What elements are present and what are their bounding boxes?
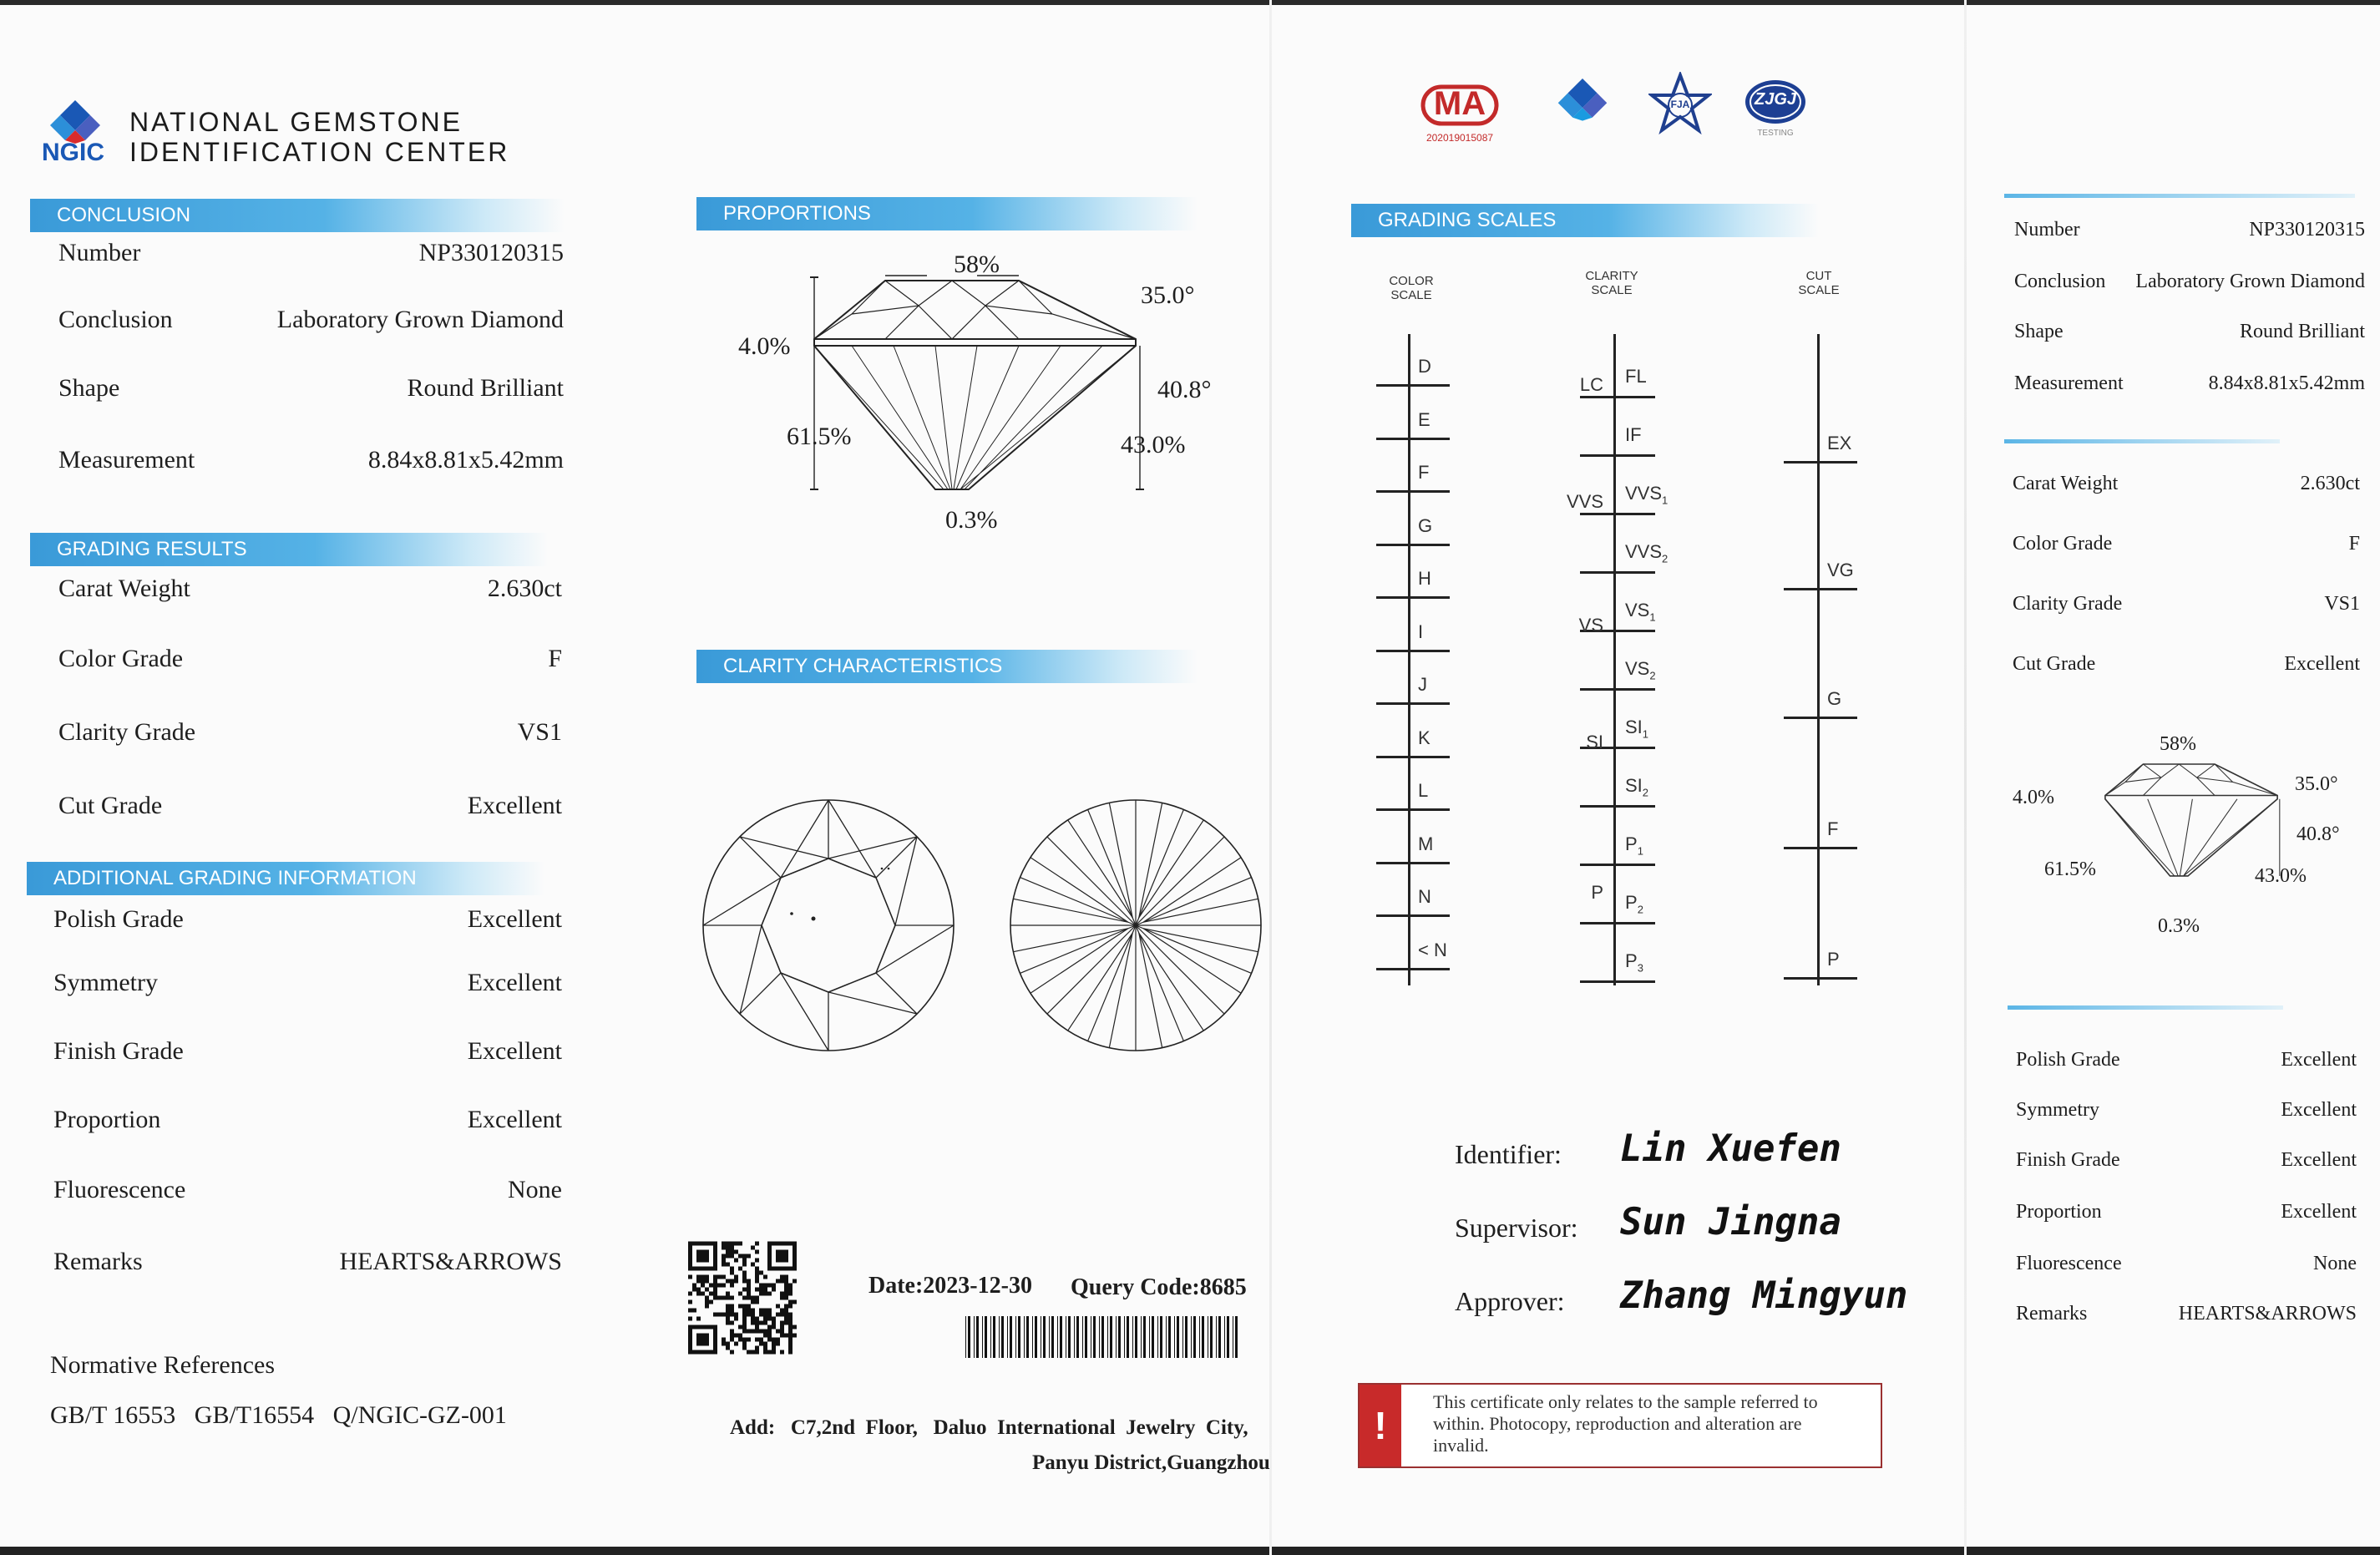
- field-label: Symmetry: [2016, 1099, 2099, 1121]
- field-label: Fluorescence: [2016, 1253, 2122, 1274]
- field-value: Excellent: [467, 969, 562, 996]
- right-crown-angle: 35.0°: [2295, 773, 2338, 795]
- scale-tick: [1580, 513, 1655, 515]
- address-line2: Panyu District,Guangzhou: [1032, 1451, 1270, 1474]
- signature-label: Supervisor:: [1455, 1213, 1578, 1243]
- clarity-scale-title: CLARITY SCALE: [1585, 269, 1638, 297]
- barcode: [965, 1316, 1246, 1360]
- normative-references-title: Normative References: [50, 1351, 276, 1379]
- cut-grade-label: P: [1827, 949, 1840, 970]
- total-depth: 61.5%: [787, 423, 852, 450]
- clarity-grade-label: IF: [1625, 424, 1642, 445]
- scale-tick: [1580, 805, 1655, 808]
- query-code: Query Code:8685: [1071, 1274, 1247, 1300]
- ngic-logo: [42, 99, 109, 167]
- scale-tick: [1580, 864, 1655, 866]
- scale-tick: [1376, 596, 1450, 599]
- grading-results-section-bar: GRADING RESULTS: [30, 533, 548, 566]
- field-label: Fluorescence: [53, 1176, 186, 1203]
- paper-top-edge: [0, 0, 2380, 5]
- field-value: HEARTS&ARROWS: [2178, 1303, 2357, 1325]
- right-table-percent: 58%: [2160, 733, 2196, 755]
- warning-icon: !: [1360, 1385, 1401, 1466]
- field-label: Carat Weight: [58, 575, 190, 602]
- field-value: None: [2313, 1253, 2357, 1274]
- field-value: Excellent: [2281, 1149, 2357, 1171]
- field-label: Shape: [58, 374, 120, 402]
- clarity-grade-label: $VS_2$: [1625, 658, 1656, 682]
- pavilion-view-plot: [1005, 795, 1266, 1056]
- color-scale-title: COLOR SCALE: [1389, 274, 1434, 302]
- field-value: NP330120315: [2249, 219, 2365, 241]
- field-value: Excellent: [2281, 1099, 2357, 1121]
- fja-text: FJA: [1670, 99, 1690, 110]
- certificate-date: Date:2023-12-30: [868, 1273, 1032, 1299]
- cut-grade-label: G: [1827, 688, 1842, 709]
- crown-view-plot: [698, 795, 959, 1056]
- cut-scale: [1784, 334, 1867, 994]
- field-value: 8.84x8.81x5.42mm: [367, 446, 564, 474]
- proportions-diagram: [735, 247, 1203, 548]
- right-pavilion-depth: 43.0%: [2255, 865, 2307, 887]
- field-value: F: [2348, 533, 2360, 555]
- scale-tick: [1376, 384, 1450, 387]
- clarity-grade-label: $P_1$: [1625, 833, 1643, 858]
- conclusion-section-bar: CONCLUSION: [30, 199, 565, 232]
- clarity-group-label: VVS: [1566, 491, 1603, 512]
- org-name-line1: NATIONAL GEMSTONE: [129, 107, 463, 137]
- signature-label: Approver:: [1455, 1286, 1565, 1316]
- field-value: NP330120315: [418, 239, 564, 266]
- field-value: 2.630ct: [2300, 473, 2360, 494]
- field-label: Clarity Grade: [58, 718, 196, 746]
- field-value: Round Brilliant: [2240, 321, 2365, 342]
- right-divider: [2004, 194, 2355, 198]
- cut-scale-axis: [1817, 334, 1820, 985]
- clarity-grade-label: $VS_1$: [1625, 600, 1656, 624]
- color-grade-label: H: [1418, 568, 1431, 589]
- field-value: Laboratory Grown Diamond: [2135, 271, 2365, 292]
- scale-tick: [1376, 756, 1450, 758]
- color-grade-label: K: [1418, 727, 1431, 748]
- field-label: Symmetry: [53, 969, 158, 996]
- field-label: Polish Grade: [2016, 1049, 2120, 1071]
- field-value: Excellent: [2284, 653, 2360, 675]
- pavilion-angle: 40.8°: [1157, 376, 1212, 403]
- color-grade-label: M: [1418, 833, 1434, 854]
- cut-grade-label: VG: [1827, 560, 1854, 580]
- field-label: Shape: [2014, 321, 2064, 342]
- cma-text: MA: [1433, 85, 1486, 122]
- scale-tick: [1376, 914, 1450, 917]
- normative-references-codes: GB/T 16553 GB/T16554 Q/NGIC-GZ-001: [50, 1401, 507, 1429]
- field-value: Excellent: [2281, 1201, 2357, 1223]
- cut-grade-label: F: [1827, 818, 1839, 839]
- grading-scales-section-bar: GRADING SCALES: [1351, 204, 1819, 237]
- field-value: HEARTS&ARROWS: [339, 1248, 562, 1275]
- field-label: Finish Grade: [53, 1037, 184, 1065]
- right-divider: [2008, 1005, 2283, 1010]
- scale-tick: [1376, 968, 1450, 970]
- field-value: Excellent: [467, 1037, 562, 1065]
- signature-label: Identifier:: [1455, 1139, 1562, 1169]
- color-grade-label: I: [1418, 620, 1424, 642]
- clarity-scale-axis: [1613, 334, 1616, 985]
- field-label: Finish Grade: [2016, 1149, 2120, 1171]
- color-grade-label: L: [1418, 780, 1429, 801]
- field-label: Remarks: [53, 1248, 143, 1275]
- color-grade-label: D: [1418, 356, 1431, 377]
- testing-text: TESTING: [1757, 129, 1794, 138]
- field-label: Conclusion: [58, 306, 173, 333]
- cut-scale-title: CUT SCALE: [1798, 269, 1840, 297]
- field-value: Excellent: [2281, 1049, 2357, 1071]
- right-pavilion-angle: 40.8°: [2296, 823, 2340, 845]
- color-grade-label: J: [1418, 674, 1427, 695]
- field-value: Laboratory Grown Diamond: [276, 306, 564, 333]
- field-label: Number: [58, 239, 141, 266]
- disclaimer-text: This certificate only relates to the sample referred to within. Photocopy, reproduction and alteration are invalid.: [1433, 1391, 1818, 1456]
- field-label: Measurement: [2014, 372, 2124, 394]
- clarity-group-label: LC: [1579, 374, 1603, 395]
- scale-tick: [1580, 396, 1655, 398]
- clarity-group-label: SI: [1586, 732, 1603, 752]
- scale-tick: [1376, 702, 1450, 705]
- scale-tick: [1376, 438, 1450, 440]
- right-total-depth: 61.5%: [2044, 859, 2096, 880]
- crown-height: 4.0%: [738, 332, 791, 360]
- cma-mark: [1418, 84, 1501, 150]
- scale-tick: [1580, 454, 1655, 457]
- field-value: VS1: [2324, 593, 2360, 615]
- scale-tick: [1376, 650, 1450, 652]
- paper-bottom-edge: [0, 1547, 2380, 1555]
- table-percent: 58%: [954, 251, 1000, 278]
- zjgj-mark: [1742, 77, 1809, 144]
- field-value: Excellent: [467, 1106, 562, 1133]
- culet: 0.3%: [945, 506, 998, 534]
- field-label: Polish Grade: [53, 905, 184, 933]
- clarity-grade-label: $P_2$: [1625, 892, 1643, 916]
- scale-tick: [1580, 688, 1655, 691]
- clarity-grade-label: $SI_2$: [1625, 775, 1649, 799]
- field-label: Cut Grade: [2013, 653, 2096, 675]
- right-culet: 0.3%: [2158, 915, 2200, 937]
- cut-grade-label: EX: [1827, 433, 1852, 453]
- clarity-group-label: VS: [1578, 615, 1603, 636]
- scale-tick: [1580, 571, 1655, 574]
- clarity-grade-label: FL: [1625, 366, 1647, 387]
- clarity-group-label: P: [1591, 882, 1603, 903]
- scale-tick: [1784, 588, 1857, 590]
- signature-name: Lin Xuefen: [1620, 1127, 1841, 1170]
- field-value: Excellent: [467, 792, 562, 819]
- field-value: Excellent: [467, 905, 562, 933]
- scale-tick: [1580, 922, 1655, 924]
- field-value: F: [548, 645, 562, 672]
- ngic-mark-icon: [1545, 77, 1620, 144]
- field-value: VS1: [517, 718, 562, 746]
- field-label: Measurement: [58, 446, 195, 474]
- color-grade-label: G: [1418, 514, 1433, 536]
- fja-mark: [1648, 72, 1712, 135]
- scale-tick: [1784, 977, 1857, 980]
- scale-tick: [1784, 461, 1857, 463]
- scale-tick: [1376, 808, 1450, 811]
- fold-line: [1269, 0, 1272, 1555]
- scale-tick: [1784, 717, 1857, 719]
- field-label: Carat Weight: [2013, 473, 2119, 494]
- field-value: 2.630ct: [487, 575, 562, 602]
- field-label: Conclusion: [2014, 271, 2106, 292]
- color-grade-label: F: [1418, 462, 1430, 483]
- field-label: Proportion: [2016, 1201, 2102, 1223]
- zjgj-text: ZJGJ: [1754, 90, 1797, 109]
- field-label: Cut Grade: [58, 792, 163, 819]
- clarity-characteristics-section-bar: CLARITY CHARACTERISTICS: [696, 650, 1198, 683]
- address-line1: Add: C7,2nd Floor, Daluo International Jewelry City,: [730, 1416, 1248, 1439]
- field-label: Proportion: [53, 1106, 161, 1133]
- field-label: Remarks: [2016, 1303, 2088, 1325]
- color-grade-label: < N: [1418, 939, 1447, 960]
- scale-tick: [1376, 862, 1450, 864]
- signature-name: Sun Jingna: [1620, 1201, 1841, 1243]
- clarity-grade-label: $VVS_2$: [1625, 541, 1669, 565]
- additional-info-section-bar: ADDITIONAL GRADING INFORMATION: [27, 862, 544, 895]
- field-value: 8.84x8.81x5.42mm: [2208, 372, 2365, 394]
- scale-tick: [1580, 980, 1655, 983]
- qr-code: [688, 1241, 797, 1355]
- scale-tick: [1376, 490, 1450, 493]
- clarity-scale: [1562, 334, 1669, 994]
- scale-tick: [1376, 544, 1450, 546]
- field-label: Clarity Grade: [2013, 593, 2123, 615]
- disclaimer-box: [1358, 1383, 1882, 1468]
- color-grade-label: E: [1418, 408, 1431, 430]
- org-name-line2: IDENTIFICATION CENTER: [129, 137, 510, 167]
- field-label: Color Grade: [2013, 533, 2113, 555]
- scale-tick: [1784, 847, 1857, 849]
- clarity-grade-label: $VVS_1$: [1625, 483, 1669, 507]
- crown-angle: 35.0°: [1141, 281, 1195, 309]
- proportions-section-bar: PROPORTIONS: [696, 197, 1198, 230]
- pavilion-depth: 43.0%: [1121, 431, 1186, 458]
- clarity-grade-label: $SI_1$: [1625, 717, 1649, 741]
- signature-name: Zhang Mingyun: [1620, 1274, 1908, 1317]
- field-value: Round Brilliant: [407, 374, 564, 402]
- field-value: None: [508, 1176, 562, 1203]
- cma-number: 202019015087: [1425, 132, 1494, 144]
- color-scale-axis: [1408, 334, 1410, 985]
- right-crown-height: 4.0%: [2013, 787, 2054, 808]
- field-label: Number: [2014, 219, 2080, 241]
- color-scale: [1370, 334, 1453, 994]
- field-label: Color Grade: [58, 645, 184, 672]
- logo-text: NGIC: [42, 139, 104, 166]
- right-divider: [2004, 439, 2280, 443]
- color-grade-label: N: [1418, 886, 1431, 907]
- clarity-grade-label: $P_3$: [1625, 950, 1643, 975]
